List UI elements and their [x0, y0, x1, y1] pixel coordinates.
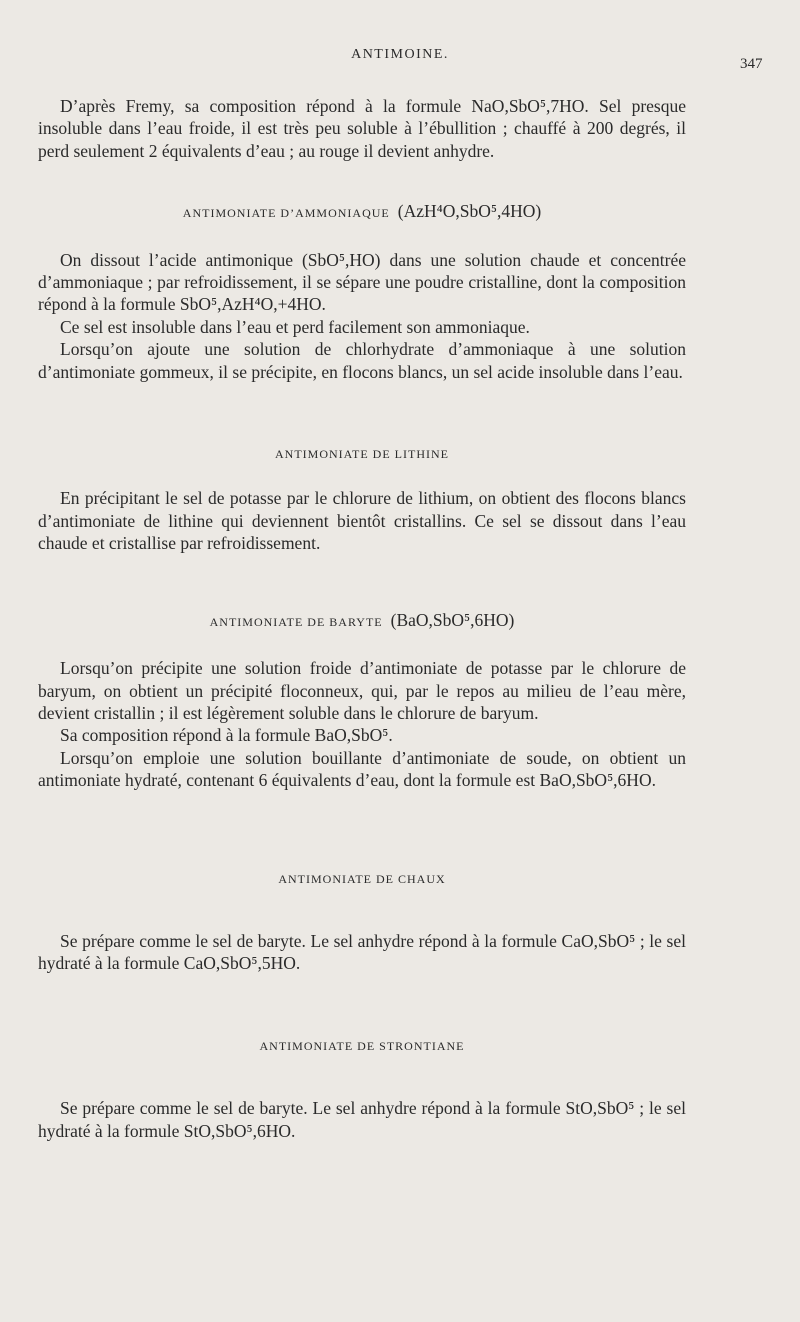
heading-formula: (BaO,SbO⁵,6HO)	[390, 609, 515, 630]
section-heading-baryte	[38, 609, 686, 633]
paragraph: On dissout l’acide antimonique (SbO⁵,HO) dans une solution chaude et concentrée d’ammoniaque ; par refroidissement, il se sépare une poudre cristalline, dont la composition répond à la formule SbO⁵,AzH⁴O,+4HO.	[38, 249, 686, 315]
paragraph: En précipitant le sel de potasse par le chlorure de lithium, on obtient des flocons blancs d’antimoniate de lithine qui deviennent bientôt cristallins. Ce sel se dissout dans l’eau chaude et cristallise par refroidissement.	[38, 488, 686, 554]
section-heading-ammoniaque	[38, 200, 686, 224]
paragraph: Lorsqu’on précipite une solution froide d’antimoniate de potasse par le chlorure de baryum, on obtient un précipité floconneux, qui, par le repos au milieu de l’eau mère, devient cristallin ; il est légèrement soluble dans le chlorure de baryum.	[38, 658, 686, 723]
heading-text: ANTIMONIATE DE CHAUX	[278, 871, 446, 886]
section-heading-chaux	[38, 868, 686, 890]
paragraph: Ce sel est insoluble dans l’eau et perd facilement son ammoniaque.	[60, 316, 530, 337]
paragraph: Se prépare comme le sel de baryte. Le sel anhydre répond à la formule CaO,SbO⁵ ; le sel hydraté à la formule CaO,SbO⁵,5HO.	[38, 930, 686, 974]
paragraph: Se prépare comme le sel de baryte. Le sel anhydre répond à la formule StO,SbO⁵ ; le sel hydraté à la formule StO,SbO⁵,6HO.	[38, 1098, 686, 1141]
heading-text: ANTIMONIATE DE LITHINE	[275, 447, 449, 462]
paragraph: Lorsqu’on ajoute une solution de chlorhydrate d’ammoniaque à une solution d’antimoniate gommeux, il se précipite, en flocons blancs, un sel acide insoluble dans l’eau.	[38, 339, 686, 382]
heading-text: ANTIMONIATE D’AMMONIAQUE	[182, 206, 390, 221]
heading-text: ANTIMONIATE DE STRONTIANE	[259, 1038, 465, 1053]
paragraph: Sa composition répond à la formule BaO,SbO⁵.	[60, 725, 393, 746]
page-body	[38, 95, 686, 1142]
paragraph: Lorsqu’on emploie une solution bouillante d’antimoniate de soude, on obtient un antimoniate hydraté, contenant 6 équivalents d’eau, dont la formule est BaO,SbO⁵,6HO.	[38, 747, 686, 791]
running-header: ANTIMOINE.	[351, 47, 449, 62]
section-heading-strontiane	[38, 1035, 686, 1057]
section-heading-lithine	[38, 443, 686, 465]
page-number: 347	[740, 56, 763, 72]
intro-paragraph: D’après Fremy, sa composition répond à la formule NaO,SbO⁵,7HO. Sel presque insoluble dans l’eau froide, il est très peu soluble à l’ébullition ; chauffé à 200 degrés, il perd seulement 2 équivalents d’eau ; au rouge il devient anhydre.	[38, 96, 686, 161]
heading-text: ANTIMONIATE DE BARYTE	[209, 614, 383, 629]
heading-formula: (AzH⁴O,SbO⁵,4HO)	[397, 201, 542, 222]
